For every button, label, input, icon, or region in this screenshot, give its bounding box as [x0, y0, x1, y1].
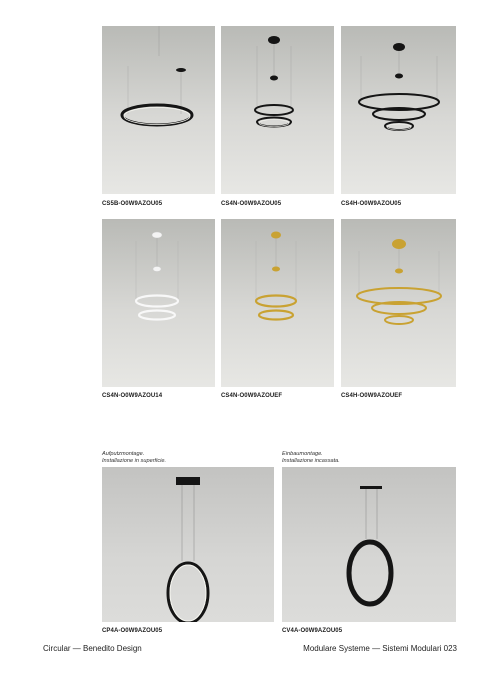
- product-code: CP4A-O0W9AZOU05: [102, 628, 163, 634]
- mounting-note-line: Aufputzmontage.: [102, 451, 145, 457]
- mounting-note: [102, 451, 166, 465]
- footer-left: Circular — Benedito Design: [43, 644, 142, 653]
- pendant-vertical-ring-surface: [102, 467, 274, 622]
- product-code: CV4A-O0W9AZOU05: [282, 628, 343, 634]
- product-photo-6: [341, 219, 456, 387]
- product-code: CS4H-O0W9AZOUEF: [341, 393, 403, 399]
- pendant-double-ring-black: [221, 26, 334, 194]
- pendant-triple-ring-black: [341, 26, 456, 194]
- pendant-triple-ring-gold: [341, 219, 456, 387]
- footer-right: Modulare Systeme — Sistemi Modulari 023: [303, 644, 457, 653]
- mounting-note-line: Installazione in superficie.: [102, 458, 167, 464]
- mounting-note-line: Einbaumontage.: [282, 451, 323, 457]
- product-code: CS4N-O0W9AZOUEF: [221, 393, 283, 399]
- product-photo-5: [221, 219, 334, 387]
- mounting-note: [282, 451, 340, 465]
- pendant-single-ring-black: [102, 26, 215, 194]
- pendant-vertical-ring-recessed: [282, 467, 456, 622]
- product-code: CS4H-O0W9AZOU05: [341, 201, 402, 207]
- product-photo-1: [102, 26, 215, 194]
- product-photo-8: [282, 467, 456, 622]
- product-code: CS4N-O0W9AZOU05: [221, 201, 282, 207]
- product-photo-7: [102, 467, 274, 622]
- product-photo-2: [221, 26, 334, 194]
- pendant-double-ring-white: [102, 219, 215, 387]
- product-photo-3: [341, 26, 456, 194]
- product-photo-4: [102, 219, 215, 387]
- mounting-note-line: Installazione incassata.: [282, 458, 340, 464]
- product-code: CS5B-O0W9AZOU05: [102, 201, 163, 207]
- product-code: CS4N-O0W9AZOU14: [102, 393, 163, 399]
- pendant-double-ring-gold: [221, 219, 334, 387]
